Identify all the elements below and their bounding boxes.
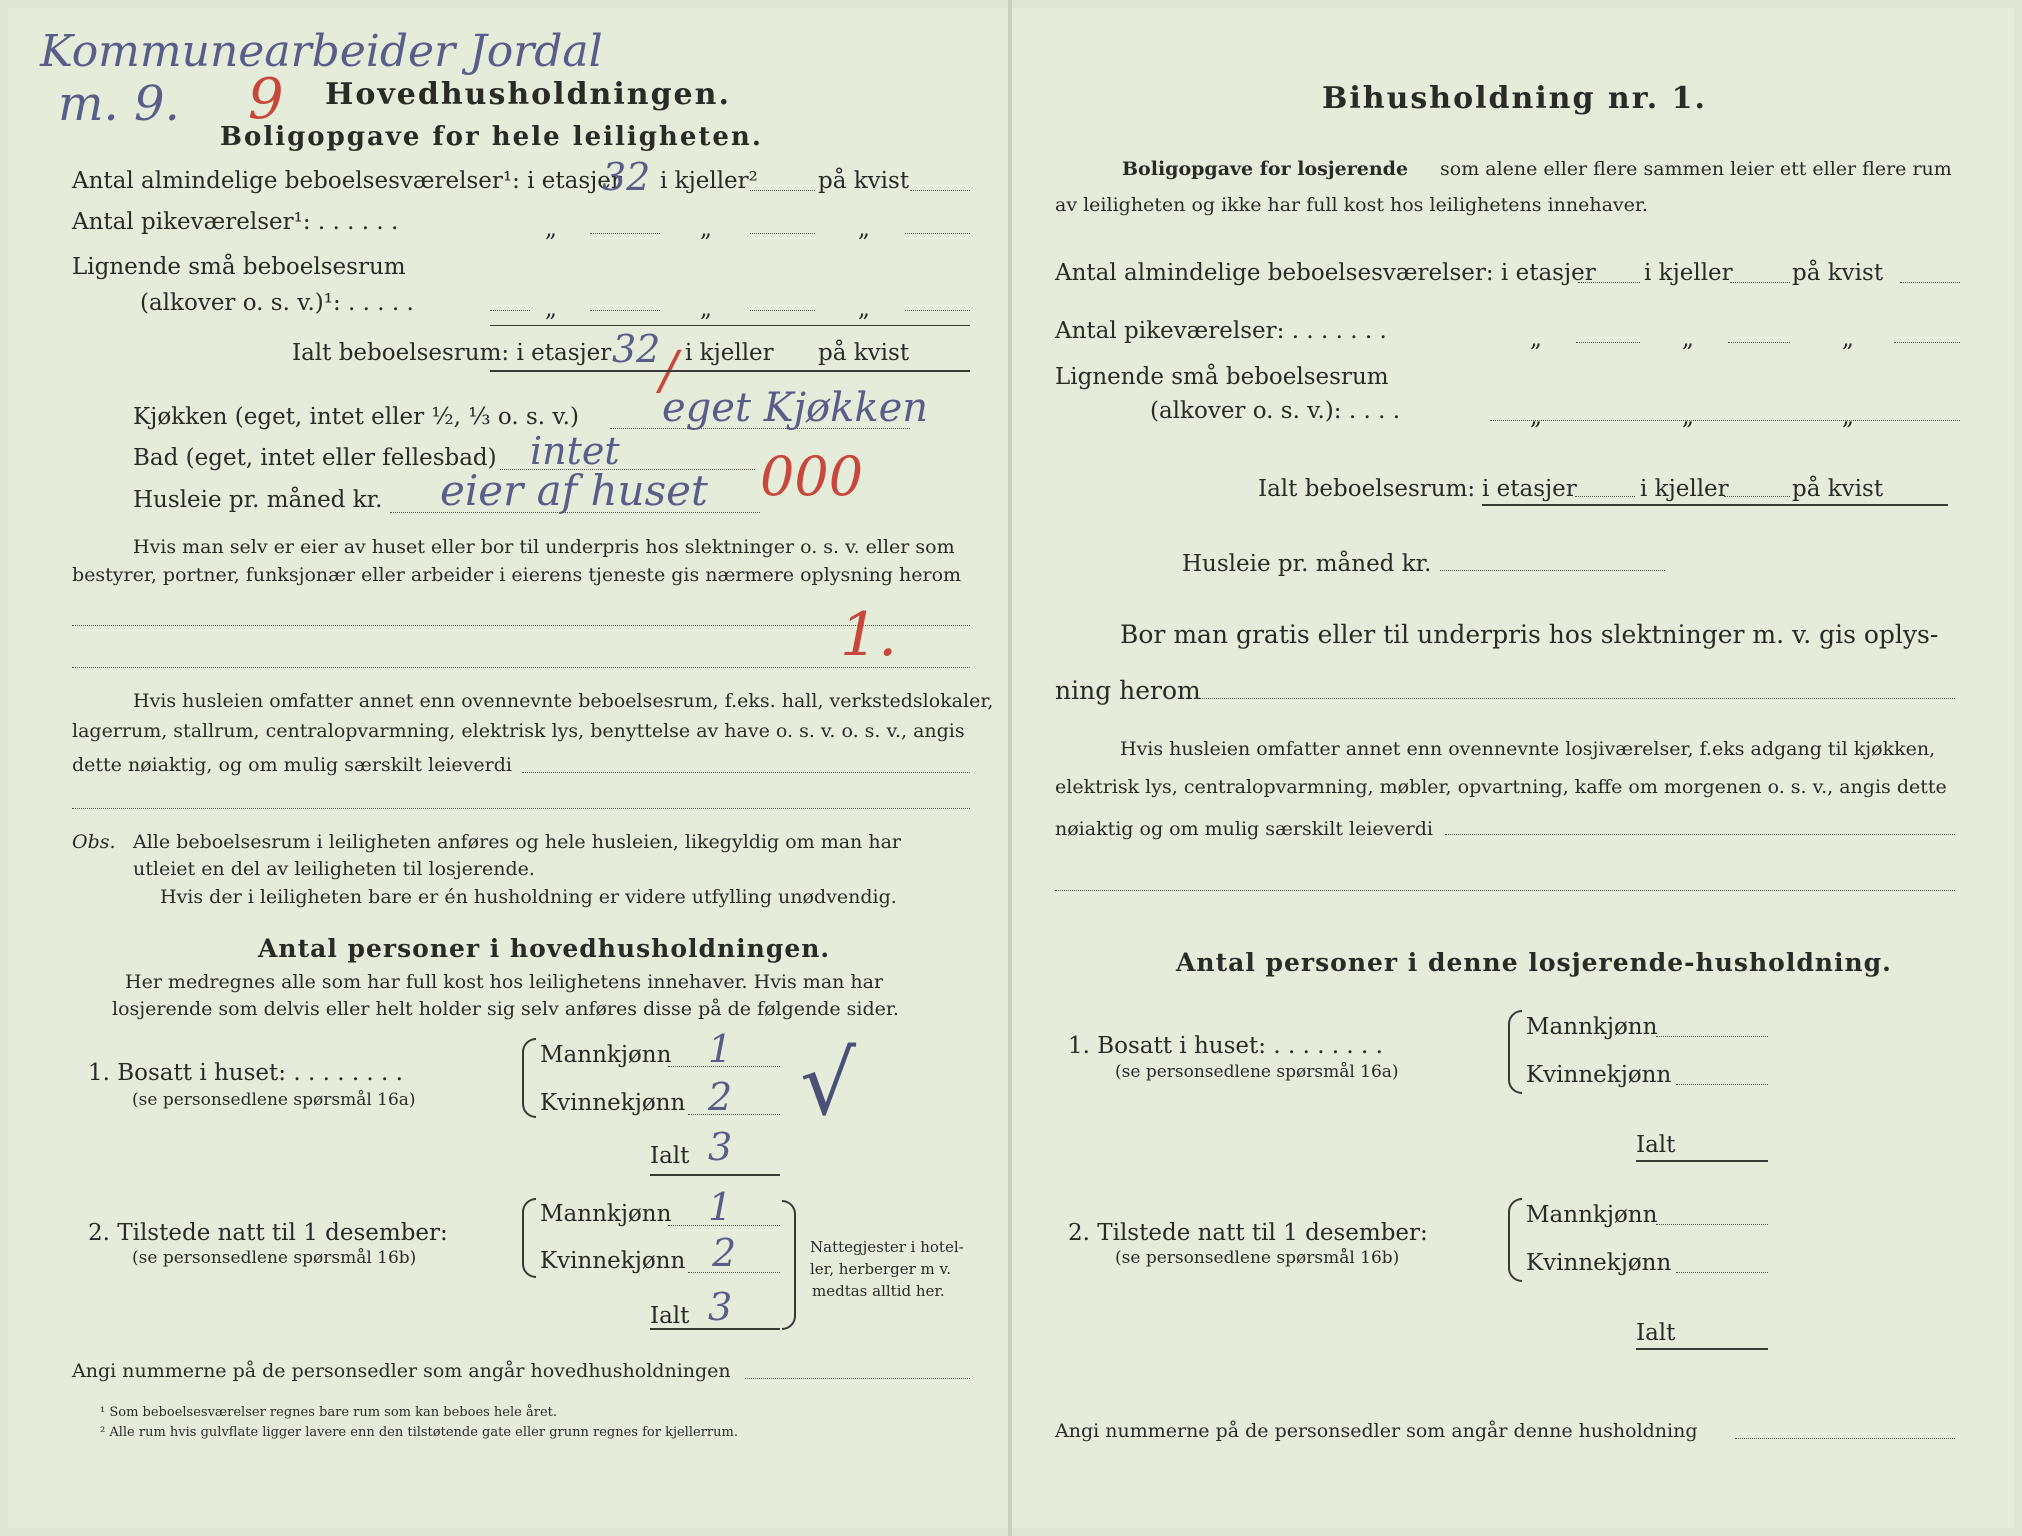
text-intro-2: av leiligheten og ikke har full kost hos leilighetens innehaver. <box>1055 194 1648 216</box>
label-lignende: Lignende små beboelsesrum <box>72 254 406 280</box>
label-mannkjonn: Mannkjønn <box>1526 1202 1658 1228</box>
label-i-etasjer: i etasjer <box>1482 476 1577 502</box>
field-line <box>72 625 970 626</box>
ditto-mark: „ <box>1682 326 1694 352</box>
ditto-mark: „ <box>1530 404 1542 430</box>
note-nattegjester-3: medtas alltid her. <box>812 1282 945 1300</box>
text-obs-2: utleiet en del av leiligheten til losjerende. <box>133 858 535 880</box>
left-page-subtitle: Boligopgave for hele leiligheten. <box>220 122 763 152</box>
field-line <box>1900 282 1960 283</box>
field-line <box>1576 342 1640 343</box>
label-alkover: (alkover o. s. v.): . . . . <box>1150 398 1401 424</box>
label-bosatt-sub: (se personsedlene spørsmål 16a) <box>1115 1062 1399 1082</box>
field-line <box>72 808 970 809</box>
field-line <box>1735 1438 1955 1439</box>
left-page-title: Hovedhusholdningen. <box>325 77 731 112</box>
field-line <box>905 310 970 311</box>
ditto-mark: „ <box>858 296 870 322</box>
label-husleie: Husleie pr. måned kr. <box>1182 551 1432 577</box>
label-i-kjeller: i kjeller <box>1644 260 1733 286</box>
ditto-mark: „ <box>700 216 712 242</box>
text-omfatter-1: Hvis husleien omfatter annet enn ovennevnte losjiværelser, f.eks adgang til kjøkken, <box>1120 738 1936 760</box>
field-line-kjeller <box>750 190 815 191</box>
field-line-kvist <box>910 190 970 191</box>
label-kvinnekjonn: Kvinnekjønn <box>1526 1062 1672 1088</box>
field-line <box>590 233 660 234</box>
note-nattegjester-1: Nattegjester i hotel- <box>810 1238 964 1256</box>
footnote-1: ¹ Som beboelsesværelser regnes bare rum som kan beboes hele året. <box>100 1405 557 1420</box>
label-antal-pikevaerelser: Antal pikeværelser: . . . . . . . <box>1055 318 1387 344</box>
label-bosatt: 1. Bosatt i huset: . . . . . . . . <box>1068 1033 1383 1059</box>
ditto-mark: „ <box>1682 404 1694 430</box>
field-line <box>1440 570 1665 571</box>
label-ialt-beboelsesrum: Ialt beboelsesrum: <box>1258 476 1476 502</box>
field-line <box>1676 1272 1768 1273</box>
label-tilstede: 2. Tilstede natt til 1 desember: <box>1068 1220 1428 1246</box>
label-i-kjeller: i kjeller² <box>660 168 758 194</box>
field-line <box>590 310 660 311</box>
label-tilstede-sub: (se personsedlene spørsmål 16b) <box>1115 1248 1400 1268</box>
label-bad: Bad (eget, intet eller fellesbad) <box>133 445 497 471</box>
text-eier-instruction-1: Hvis man selv er eier av huset eller bor til underpris hos slektninger o. s. v. eller som <box>133 536 955 558</box>
brace-left <box>522 1038 536 1118</box>
field-line <box>1656 1036 1768 1037</box>
label-tilstede: 2. Tilstede natt til 1 desember: <box>88 1220 448 1246</box>
label-tilstede-sub: (se personsedlene spørsmål 16b) <box>132 1248 417 1268</box>
handwritten-bad-value: intet <box>530 429 620 473</box>
field-line <box>1195 698 1955 699</box>
sum-line <box>1482 504 1948 506</box>
label-antal-almindelige: Antal almindelige beboelsesværelser¹: i etasjer <box>72 168 622 194</box>
label-bosatt: 1. Bosatt i huset: . . . . . . . . <box>88 1060 403 1086</box>
text-personer-2: losjerende som delvis eller helt holder sig selv anføres disse på de følgende sider. <box>112 998 899 1020</box>
text-gratis-1: Bor man gratis eller til underpris hos slektninger m. v. gis oplys- <box>1120 620 1939 649</box>
field-line <box>390 512 760 513</box>
brace-left <box>1508 1010 1522 1094</box>
label-pa-kvist: på kvist <box>818 340 910 366</box>
label-husleie: Husleie pr. måned kr. <box>133 487 383 513</box>
brace-left <box>1508 1198 1522 1282</box>
field-line <box>72 667 970 668</box>
handwritten-bosatt-mann: 1 <box>708 1027 733 1071</box>
ditto-mark: „ <box>545 216 557 242</box>
field-line <box>750 310 815 311</box>
label-obs: Obs. <box>72 831 116 853</box>
label-antal-pikevaerelser: Antal pikeværelser¹: . . . . . . <box>72 209 399 235</box>
field-line <box>1728 342 1790 343</box>
label-ialt-beboelsesrum: Ialt beboelsesrum: i etasjer <box>292 340 612 366</box>
field-line <box>688 1272 780 1273</box>
label-antal-almindelige: Antal almindelige beboelsesværelser: i etasjer <box>1055 260 1596 286</box>
sum-line-bottom <box>490 370 970 372</box>
label-pa-kvist: på kvist <box>818 168 910 194</box>
field-line <box>610 428 910 429</box>
field-line <box>1055 890 1955 891</box>
ditto-mark: „ <box>545 296 557 322</box>
label-alkover: (alkover o. s. v.)¹: . . . . . <box>140 290 414 316</box>
label-bosatt-sub: (se personsedlene spørsmål 16a) <box>132 1090 416 1110</box>
sum-line-top <box>490 325 970 326</box>
label-ialt: Ialt <box>650 1303 690 1329</box>
right-page-bihusholdning <box>1012 8 2014 1528</box>
handwritten-kjokken-value: eget Kjøkken <box>662 385 929 431</box>
label-pa-kvist: på kvist <box>1792 476 1884 502</box>
text-obs-1: Alle beboelsesrum i leiligheten anføres og hele husleien, likegyldig om man har <box>133 831 901 853</box>
handwritten-bosatt-ialt: 3 <box>708 1125 733 1169</box>
red-one-mark: 1. <box>840 600 898 670</box>
section-title-personer: Antal personer i hovedhusholdningen. <box>258 934 831 963</box>
label-mannkjonn: Mannkjønn <box>540 1201 672 1227</box>
field-line <box>1445 834 1955 835</box>
text-gratis-2: ning herom <box>1055 676 1201 705</box>
label-kjokken: Kjøkken (eget, intet eller ½, ⅓ o. s. v.) <box>133 404 579 430</box>
field-line <box>490 310 530 311</box>
red-zeros-mark: 000 <box>760 445 864 508</box>
handwritten-etasjer-value: 32 <box>602 155 651 199</box>
sum-line <box>1636 1348 1768 1350</box>
red-slash-mark: / <box>660 341 678 401</box>
handwritten-tilstede-ialt: 3 <box>708 1285 733 1329</box>
text-angi-nummerne: Angi nummerne på de personsedler som angår denne husholdning <box>1055 1420 1698 1442</box>
field-line <box>688 1114 780 1115</box>
field-line <box>750 233 815 234</box>
note-nattegjester-2: ler, herberger m v. <box>810 1260 951 1278</box>
ditto-mark: „ <box>700 296 712 322</box>
label-mannkjonn: Mannkjønn <box>540 1042 672 1068</box>
field-line <box>668 1225 780 1226</box>
sum-line <box>650 1328 780 1330</box>
text-personer-1: Her medregnes alle som har full kost hos leilighetens innehaver. Hvis man har <box>125 971 884 993</box>
handwritten-husleie-value: eier af huset <box>440 466 708 515</box>
handwritten-checkmark: √ <box>800 1032 857 1135</box>
text-omfatter-2: elektrisk lys, centralopvarmning, møbler, opvartning, kaffe om morgenen o. s. v., angis dette <box>1055 776 1947 798</box>
label-i-kjeller: i kjeller <box>1640 476 1729 502</box>
handwritten-tilstede-mann: 1 <box>708 1185 733 1229</box>
text-intro-1: som alene eller flere sammen leier ett eller flere rum <box>1440 158 1952 180</box>
field-line <box>1575 496 1635 497</box>
label-mannkjonn: Mannkjønn <box>1526 1014 1658 1040</box>
field-line <box>745 1378 970 1379</box>
label-lignende: Lignende små beboelsesrum <box>1055 364 1389 390</box>
red-page-number: 9 <box>248 67 284 132</box>
text-omfatter-2: lagerrum, stallrum, centralopvarmning, elektrisk lys, benyttelse av have o. s. v. o. s. v., angis <box>72 720 965 742</box>
handwritten-tilstede-kvinne: 2 <box>712 1231 737 1275</box>
text-omfatter-3: dette nøiaktig, og om mulig særskilt leieverdi <box>72 754 512 776</box>
text-obs-3: Hvis der i leiligheten bare er én husholdning er videre utfylling unødvendig. <box>160 886 897 908</box>
label-kvinnekjonn: Kvinnekjønn <box>1526 1250 1672 1276</box>
ditto-mark: „ <box>1842 404 1854 430</box>
text-angi-nummerne: Angi nummerne på de personsedler som angår hovedhusholdningen <box>72 1360 731 1382</box>
field-line <box>1724 496 1790 497</box>
field-line <box>1578 282 1640 283</box>
label-ialt: Ialt <box>650 1143 690 1169</box>
field-line <box>522 772 970 773</box>
handwritten-ialt-etasjer-value: 32 <box>612 327 661 371</box>
label-i-kjeller: i kjeller <box>685 340 774 366</box>
sum-line <box>650 1174 780 1176</box>
brace-right <box>782 1200 796 1330</box>
sum-line <box>1636 1160 1768 1162</box>
field-line <box>1894 342 1960 343</box>
ditto-mark: „ <box>1530 326 1542 352</box>
field-line <box>1490 420 1960 421</box>
text-intro-bold: Boligopgave for losjerende <box>1122 158 1409 180</box>
label-ialt: Ialt <box>1636 1320 1676 1346</box>
ditto-mark: „ <box>1842 326 1854 352</box>
text-eier-instruction-2: bestyrer, portner, funksjonær eller arbeider i eierens tjeneste gis nærmere oplysning herom <box>72 564 962 586</box>
text-omfatter-1: Hvis husleien omfatter annet enn ovennevnte beboelsesrum, f.eks. hall, verkstedslokaler, <box>133 690 994 712</box>
right-page-title: Bihusholdning nr. 1. <box>1322 81 1707 116</box>
handwritten-bosatt-kvinne: 2 <box>708 1075 733 1119</box>
handwritten-header-number: m. 9. <box>58 76 180 132</box>
field-line <box>1730 282 1790 283</box>
brace-left <box>522 1198 536 1278</box>
ditto-mark: „ <box>858 216 870 242</box>
field-line <box>1676 1084 1768 1085</box>
label-kvinnekjonn: Kvinnekjønn <box>540 1090 686 1116</box>
field-line <box>1656 1224 1768 1225</box>
text-omfatter-3: nøiaktig og om mulig særskilt leieverdi <box>1055 818 1433 840</box>
label-kvinnekjonn: Kvinnekjønn <box>540 1248 686 1274</box>
field-line <box>905 233 970 234</box>
label-pa-kvist: på kvist <box>1792 260 1884 286</box>
field-line <box>668 1066 780 1067</box>
handwritten-header-occupation: Kommunearbeider Jordal <box>40 26 603 77</box>
label-ialt: Ialt <box>1636 1132 1676 1158</box>
footnote-2: ² Alle rum hvis gulvflate ligger lavere enn den tilstøtende gate eller grunn regnes for kjellerrum. <box>100 1425 738 1440</box>
section-title-personer: Antal personer i denne losjerende-husholdning. <box>1176 948 1892 977</box>
